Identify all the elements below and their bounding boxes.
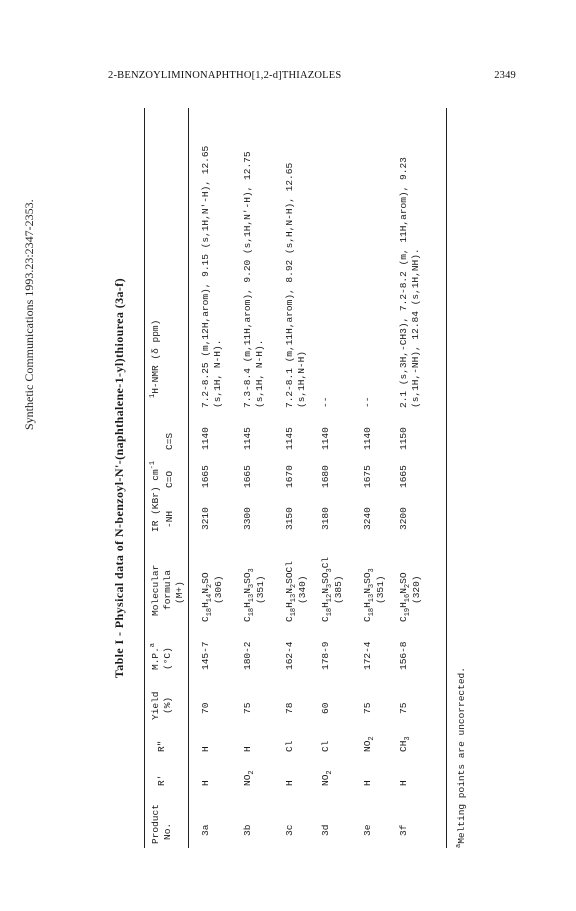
ir-cs-value: 1145 [284, 427, 295, 450]
mp-value: 156-8 [398, 641, 409, 670]
header-formula-2: formula [162, 570, 173, 610]
header-ir-label: IR (KBr) cm [150, 469, 161, 532]
product-no: 3a [200, 824, 211, 836]
product-no: 3d [320, 824, 331, 836]
r2-value: H [242, 746, 253, 752]
side-citation: Synthetic Communications 1993.23:2347-2353. [22, 199, 36, 430]
ir-co-value: 1670 [284, 465, 295, 488]
running-head [108, 70, 516, 81]
ir-co-value: 1665 [398, 465, 409, 488]
formula-value: $C_{18}H_{13}N_2SOCl$ [284, 561, 298, 622]
table-footnote [456, 667, 467, 848]
nmr-value: 2.1 (s,3H,-CH3), 7.2-8.2 (m, 11H,arom), 9.23 (s,1H,-NH), 12.84 (s,1H,NH). [398, 157, 421, 408]
r2-value: $CH_3$ [398, 736, 412, 752]
header-ir-nh: -NH [164, 510, 175, 528]
mp-value: 178-9 [320, 641, 331, 670]
header-nmr-sup: 1 [149, 393, 157, 398]
product-no: 3f [398, 824, 409, 836]
ir-nh-value: 3210 [200, 507, 211, 530]
footnote-text: Melting points are uncorrected. [456, 667, 467, 844]
yield-value: 60 [320, 702, 331, 714]
header-ir [150, 461, 163, 532]
header-product: Product [150, 804, 161, 844]
header-nmr [150, 320, 163, 398]
rotated-table [106, 108, 496, 848]
r1-value: H [398, 780, 409, 786]
header-nmr-label: H-NMR (δ ppm) [150, 319, 161, 394]
header-ir-co: C=O [164, 470, 175, 488]
mp-value: 180-2 [242, 641, 253, 670]
ir-co-value: 1675 [362, 465, 373, 488]
r2-value: H [200, 746, 211, 752]
mass-value: (320) [411, 575, 422, 604]
yield-value: 75 [398, 702, 409, 714]
ir-nh-value: 3300 [242, 507, 253, 530]
formula-value: $C_{19}H_{16}N_2SO$ [398, 572, 412, 622]
ir-nh-value: 3240 [362, 507, 373, 530]
table-caption: Table I - Physical data of N-benzoyl-N'-(naphthalene-1-yl)thiourea (3a-f) [112, 277, 126, 679]
mp-value: 162-4 [284, 641, 295, 670]
r2-value: Cl [320, 740, 331, 752]
r1-value: $NO_2$ [242, 770, 256, 786]
formula-value: $C_{18}H_{14}N_2SO$ [200, 572, 214, 622]
r2-value: Cl [284, 740, 295, 752]
ir-cs-value: 1140 [320, 427, 331, 450]
header-ir-cs: C=S [164, 432, 175, 450]
header-yield-unit: (%) [162, 696, 173, 714]
mass-value: (306) [213, 575, 224, 604]
nmr-value: 7.2-8.25 (m,12H,arom), 9.15 (s,1H,N'-H), 12.65 (s,1H, N-H). [200, 145, 223, 408]
yield-value: 78 [284, 702, 295, 714]
yield-value: 70 [200, 702, 211, 714]
ir-co-value: 1680 [320, 465, 331, 488]
running-title: 2-BENZOYLIMINONAPHTHO[1,2-d]THIAZOLES [108, 70, 342, 81]
header-mp-footnote-marker: a [149, 642, 157, 648]
r1-value: H [200, 780, 211, 786]
mp-value: 145-7 [200, 641, 211, 670]
header-ir-unit-exponent: -1 [149, 460, 157, 470]
ir-cs-value: 1150 [398, 427, 409, 450]
ir-nh-value: 3150 [284, 507, 295, 530]
formula-value: $C_{18}H_{12}N_3SO_3Cl$ [320, 556, 334, 622]
top-rule [144, 108, 145, 848]
mass-value: (340) [297, 575, 308, 604]
mass-value: (385) [333, 575, 344, 604]
nmr-value: 7.3-8.4 (m,11H,arom), 9.20 (s,1H,N'-H), 12.75 (s,1H, N-H). [242, 151, 265, 408]
yield-value: 75 [362, 702, 373, 714]
nmr-value: 7.2-8.1 (m,11H,arom), 8.92 (s,H,N-H), 12.65 (s,1H,N-H) [284, 162, 307, 408]
r1-value: H [362, 780, 373, 786]
header-yield: Yield [150, 691, 161, 720]
page-number: 2349 [494, 70, 516, 81]
footnote-marker: a [455, 843, 463, 848]
mass-value: (351) [255, 575, 266, 604]
nmr-value: -- [320, 396, 331, 408]
header-formula: Molecular [150, 564, 161, 616]
ir-cs-value: 1145 [242, 427, 253, 450]
yield-value: 75 [242, 702, 253, 714]
ir-nh-value: 3180 [320, 507, 331, 530]
ir-co-value: 1665 [242, 465, 253, 488]
header-rule [188, 108, 189, 848]
ir-co-value: 1665 [200, 465, 211, 488]
product-no: 3c [284, 824, 295, 836]
nmr-value: -- [362, 396, 373, 408]
mass-value: (351) [375, 575, 386, 604]
bottom-rule [446, 108, 447, 848]
ir-cs-value: 1140 [200, 427, 211, 450]
header-r1: R' [156, 774, 167, 786]
header-mp-label: M.P. [150, 647, 161, 670]
header-formula-3: (M+) [174, 581, 185, 604]
formula-value: $C_{18}H_{13}N_3SO_3$ [362, 568, 376, 622]
ir-nh-value: 3200 [398, 507, 409, 530]
header-mp-unit: (°C) [162, 647, 173, 670]
ir-cs-value: 1140 [362, 427, 373, 450]
r2-value: $NO_2$ [362, 736, 376, 752]
product-no: 3b [242, 824, 253, 836]
mp-value: 172-4 [362, 641, 373, 670]
r1-value: $NO_2$ [320, 770, 334, 786]
header-r2: R" [156, 740, 167, 752]
formula-value: $C_{18}H_{13}N_3SO_3$ [242, 568, 256, 622]
product-no: 3e [362, 824, 373, 836]
r1-value: H [284, 780, 295, 786]
header-product-no: No. [162, 822, 173, 840]
